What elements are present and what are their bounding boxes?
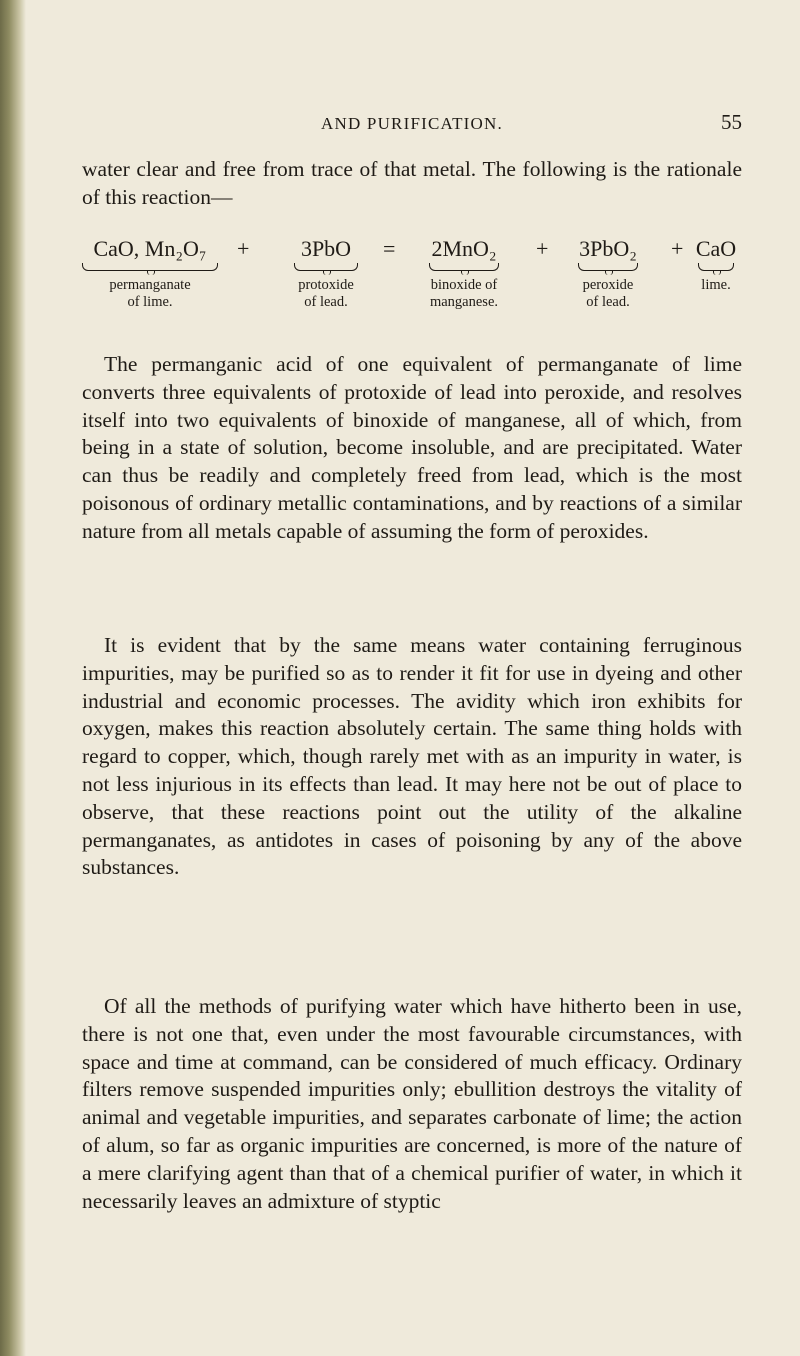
equation-label: protoxide xyxy=(298,277,354,293)
equation-label: binoxide of xyxy=(430,277,498,293)
body-paragraph: The permanganic acid of one equivalent of permanganate of lime converts three equivalents of protoxide of lead into peroxide, and resolves itself into two equivalents of binoxide of manganese, all of which, from being in a state of solution, become insoluble, and are precipitated. Water can thus be readily and completely freed from lead, which is the most poisonous of ordinary metallic contaminations, and by reactions of a similar nature from all metals capable of assuming the form of peroxides. xyxy=(82,352,742,543)
equation-label: permanganate xyxy=(109,277,191,293)
underbrace xyxy=(82,263,218,271)
body-paragraph: Of all the methods of purifying water which have hitherto been in use, there is not one that, even under the most favourable circumstances, with space and time at command, can be considered of much efficacy. Ordinary filters remove suspended impurities only; ebullition destroys the vitality of animal and vegetable impurities, and separates carbonate of lime; the action of alum, so far as organic impurities are concerned, is more of the nature of a mere clarifying agent than that of a chemical purifier of water, in which it necessarily leaves an admixture of styptic xyxy=(82,994,742,1213)
page-header xyxy=(82,110,742,140)
page-number: 55 xyxy=(721,110,742,134)
equation-term xyxy=(686,236,746,294)
equation-formula: 3PbO₂ xyxy=(579,236,637,261)
chemical-equation xyxy=(82,236,742,331)
underbrace xyxy=(429,263,499,271)
underbrace xyxy=(578,263,638,271)
equation-label: of lead. xyxy=(586,294,630,310)
equation-label: of lead. xyxy=(304,294,348,310)
equation-operator: + xyxy=(536,236,549,261)
underbrace xyxy=(294,263,358,271)
equation-term xyxy=(406,236,522,311)
equation-formula: CaO, Mn₂O₇ xyxy=(93,236,207,261)
running-head: AND PURIFICATION. xyxy=(321,114,503,133)
equation-label: peroxide xyxy=(582,277,634,293)
body-paragraph: It is evident that by the same means water containing ferruginous impurities, may be purified so as to render it fit for use in dyeing and other industrial and economic processes. The avidity which iron exhibits for oxygen, makes this reaction absolutely certain. The same thing holds with regard to copper, which, though rarely met with as an impurity in water, is not less injurious in its effects than lead. It may here not be out of place to observe, that these reactions point out the utility of the alkaline permanganates, as antidotes in cases of poisoning by any of the above substances. xyxy=(82,633,742,880)
intro-paragraph: water clear and free from trace of that metal. The following is the rationale of this reaction— xyxy=(82,157,742,209)
equation-label: of lime. xyxy=(127,294,173,310)
equation-formula: CaO xyxy=(695,236,737,261)
underbrace xyxy=(698,263,734,271)
equation-operator: + xyxy=(671,236,684,261)
equation-label: lime. xyxy=(701,277,731,293)
equation-term xyxy=(268,236,384,311)
equation-formula: 2MnO₂ xyxy=(431,236,497,261)
book-page xyxy=(82,0,742,1356)
equation-term xyxy=(76,236,224,311)
equation-formula: 3PbO xyxy=(300,236,352,261)
equation-label: manganese. xyxy=(429,294,499,310)
book-spine-shadow xyxy=(0,0,26,1356)
equation-operator: + xyxy=(237,236,250,261)
equation-term xyxy=(552,236,664,311)
equation-operator: = xyxy=(383,236,396,261)
